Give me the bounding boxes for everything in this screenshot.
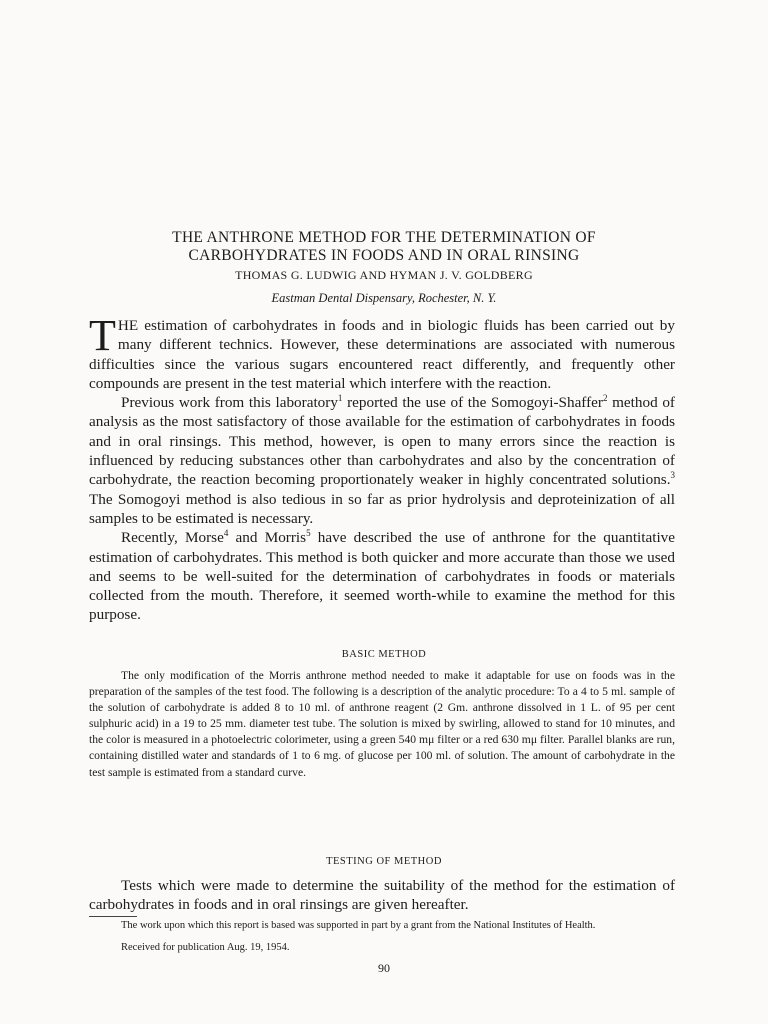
reference-3: 3 bbox=[670, 470, 675, 481]
title-line-1: THE ANTHRONE METHOD FOR THE DETERMINATION OF bbox=[172, 229, 596, 246]
received-date: Received for publication Aug. 19, 1954. bbox=[121, 942, 290, 953]
page-number: 90 bbox=[378, 961, 390, 975]
testing-text: Tests which were made to determine the suitability of the method for the estimation of carbohydrates in foods and in oral rinsings are given hereafter. bbox=[89, 877, 675, 914]
footnote-rule bbox=[89, 916, 137, 917]
introduction bbox=[89, 311, 675, 625]
basic-method-text: The only modification of the Morris anthrone method needed to make it adaptable for use on foods was in the preparation of the samples of the test food. The following is a description of the analytic procedure: To a 4 to 5 ml. sample of the solution of carbohydrate is added 8 to 10 ml. of anthrone reagent (2 Gm. anthrone dissolved in 1 L. of 95 per cent sulphuric acid) in a 19 to 25 mm. diameter test tube. The solution is mixed by swirling, allowed to stand for 10 minutes, and the color is measured in a photoelectric colorimeter, using a green 540 mμ filter or a red 630 mμ filter. Parallel blanks are run, containing distilled water and standards of 1 to 6 mg. of glucose per 100 ml. of solution. The amount of carbohydrate in the test sample is estimated from a standard curve. bbox=[89, 669, 675, 779]
reference-4: 4 bbox=[223, 528, 229, 539]
reference-5: 5 bbox=[306, 528, 311, 539]
paragraph-1: THE estimation of carbohydrates in foods and in biologic fluids has been carried out by many different technics. However, these determinations are associated with numerous difficulties since the various sugars encountered react differently, and frequently other compounds are present in the test material which interfere with the reaction. bbox=[89, 311, 675, 392]
footnote: The work upon which this report is based was supported in part by a grant from the National Institutes of Health. bbox=[121, 920, 596, 931]
reference-2: 2 bbox=[602, 393, 608, 404]
reference-1: 1 bbox=[337, 393, 343, 404]
paragraph-3: Recently, Morse$^4$ and Morris$^5$ have described the use of anthrone for the quantitative estimation of carbohydrates. This method is both quicker and more accurate than those we used and seems to be well-suited for the determination of carbohydrates in foods or materials collected from the mouth. Therefore, it seemed worth-while to examine the method for this purpose. bbox=[89, 528, 675, 624]
affiliation: Eastman Dental Dispensary, Rochester, N. Y. bbox=[271, 291, 497, 305]
section-heading-basic-method: BASIC METHOD bbox=[341, 649, 427, 660]
article-title bbox=[0, 229, 768, 265]
authors: THOMAS G. LUDWIG AND HYMAN J. V. GOLDBERG bbox=[235, 268, 533, 282]
title-line-2: CARBOHYDRATES IN FOODS AND IN ORAL RINSING bbox=[188, 247, 580, 264]
drop-cap: T bbox=[89, 311, 116, 360]
section-heading-testing-of-method: TESTING OF METHOD bbox=[326, 856, 442, 867]
paragraph-2: Previous work from this laboratory$^1$ reported the use of the Somogoyi-Shaffer$^2$ method of analysis as the most satisfactory of those available for the estimation of carbohydrates in foods and in oral rinsings. This method, however, is open to many errors since the reaction is influenced by reducing substances other than carbohydrates and also by the concentration of carbohydrate, the reaction becoming proportionately weaker in highly concentrated solutions.$^3$ The Somogoyi method is also tedious in so far as prior hydrolysis and deproteinization of all samples to be estimated is necessary. bbox=[89, 393, 675, 527]
